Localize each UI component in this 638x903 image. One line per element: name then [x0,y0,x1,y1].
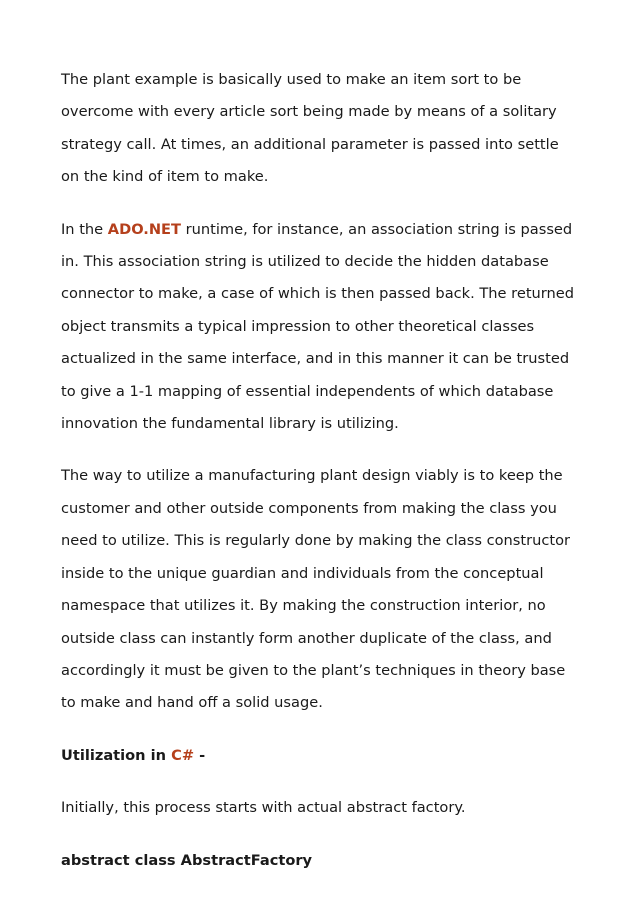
paragraph-line [61,214,601,246]
paragraph-line: overcome with every article sort being made by means of a solitary [61,103,557,121]
heading-prefix: Utilization in [61,746,172,764]
ado-net-link[interactable]: ADO.NET [107,220,181,238]
paragraph-line: on the kind of item to make. [61,168,269,186]
paragraph-factory-design [61,460,601,719]
heading-line [61,740,601,772]
paragraph-line: namespace that utilizes it. By making the construction interior, no [61,597,546,615]
paragraph-initially [61,792,601,824]
csharp-link[interactable]: C# [171,746,195,764]
paragraph-intro [61,64,601,194]
paragraph-line: Initially, this process starts with actual abstract factory. [61,799,466,817]
paragraph-gap [61,825,601,845]
document-page [61,64,601,877]
paragraph-line: inside to the unique guardian and individuals from the conceptual [61,564,544,582]
paragraph-line: need to utilize. This is regularly done by making the class constructor [61,532,571,550]
paragraph-line: in. This association string is utilized to decide the hidden database [61,253,549,271]
code-line: abstract class AbstractFactory [61,851,313,869]
paragraph-line: The plant example is basically used to make an item sort to be [61,71,522,88]
line-prefix: In the [61,220,108,238]
line-suffix: runtime, for instance, an association string is passed [180,220,573,238]
paragraph-line: strategy call. At times, an additional parameter is passed into settle [61,135,559,153]
paragraph-ado-net [61,214,601,441]
paragraph-line: to give a 1-1 mapping of essential independents of which database [61,382,554,400]
paragraph-line: outside class can instantly form another duplicate of the class, and [61,629,552,647]
code-heading [61,845,601,877]
paragraph-line: accordingly it must be given to the plant’s techniques in theory base [61,661,566,679]
paragraph-line: innovation the fundamental library is utilizing. [61,415,399,433]
paragraph-line: The way to utilize a manufacturing plant design viably is to keep the [61,467,563,485]
paragraph-line: customer and other outside components from making the class you [61,499,557,517]
paragraph-line: connector to make, a case of which is then passed back. The returned [61,285,575,303]
paragraph-line: object transmits a typical impression to other theoretical classes [61,317,535,335]
paragraph-gap [61,772,601,792]
paragraph-gap [61,194,601,214]
heading-suffix: - [194,746,206,764]
paragraph-gap [61,720,601,740]
paragraph-line: to make and hand off a solid usage. [61,694,323,712]
paragraph-line: actualized in the same interface, and in this manner it can be trusted [61,350,570,368]
section-heading [61,740,601,772]
paragraph-gap [61,440,601,460]
